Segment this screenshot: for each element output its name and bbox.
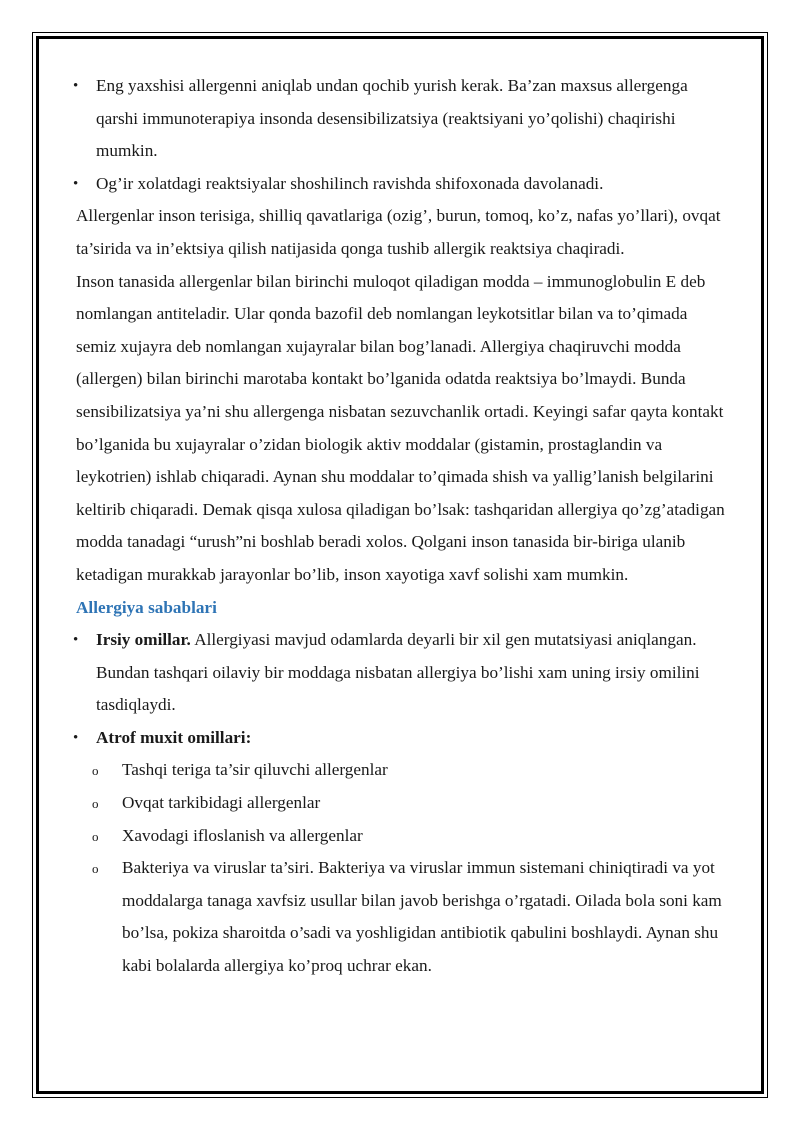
list-item: • Eng yaxshisi allergenni aniqlab undan qochib yurish kerak. Ba’zan maxsus allergenga qarshi immunoterapiya insonda desensibilizatsiya (reaktsiyani yo’qolishi) chaqirishi mumkin. — [76, 70, 726, 168]
advice-list — [76, 70, 726, 200]
list-item-environment — [76, 722, 726, 755]
sublist-item: o Xavodagi ifloslanish va allergenlar — [76, 820, 726, 853]
sublist-item: o Bakteriya va viruslar ta’siri. Bakteriya va viruslar immun sistemani chiniqtiradi va yot moddalarga tanaga xavfsiz usullar bilan javob berishga o’rgatadi. Oilada bola soni kam bo’lsa, pokiza sharoitda o’sadi va yoshligidan antibiotik qabulini boshlaydi. Aynan shu kabi bolalarda allergiya ko’proq uchrar ekan. — [76, 852, 726, 982]
sublist-item: o Ovqat tarkibidagi allergenlar — [76, 787, 726, 820]
environment-title: Atrof muxit omillari: — [96, 727, 252, 747]
section-heading: Allergiya sabablari — [76, 597, 217, 617]
genetic-title: Irsiy omillar. — [96, 630, 191, 650]
document-body — [76, 70, 726, 983]
paragraph-allergen-entry: Allergenlar inson terisiga, shilliq qavatlariga (ozig’, burun, tomoq, ko’z, nafas yo’llari), ovqat ta’sirida va in’ektsiya qilish natijasida qonga tushib allergik reaktsiya chaqiradi. — [76, 206, 721, 258]
environment-sublist — [76, 754, 726, 982]
genetic-text: Allergiyasi mavjud odamlarda deyarli bir xil gen mutatsiyasi aniqlangan. Bundan tashqari oilaviy bir moddaga nisbatan allergiya bo’lishi xam uning irsiy omilini tasdiqlaydi. — [96, 630, 700, 715]
sublist-item: o Tashqi teriga ta’sir qiluvchi allergenlar — [76, 754, 726, 787]
list-item-genetic — [76, 624, 726, 722]
paragraph-immune-mechanism: Inson tanasida allergenlar bilan birinchi muloqot qiladigan modda – immunoglobulin E deb nomlangan antiteladir. Ular qonda bazofil deb nomlangan leykotsitlar bilan va to’qimada semiz xujayra deb nomlangan xujayralar bilan bog’lanadi. Allergiya chaqiruvchi modda (allergen) bilan birinchi marotaba kontakt bo’lganida odatda reaktsiya bo’lmaydi. Bunda sensibilizatsiya ya’ni shu allergenga nisbatan sezuvchanlik ortadi. Keyingi safar qayta kontakt bo’lganida bu xujayralar o’zidan biologik aktiv moddalar (gistamin, prostaglandin va leykotrien) ishlab chiqaradi. Aynan shu moddalar to’qimada shish va yallig’lanish belgilarini keltirib chiqaradi. Demak qisqa xulosa qiladigan bo’lsak: tashqaridan allergiya qo’zg’atadigan modda tanadagi “urush”ni boshlab beradi xolos. Qolgani inson tanasida bir-biriga ulanib ketadigan murakkab jarayonlar bo’lib, inson xayotiga xavf solishi xam mumkin. — [76, 271, 725, 584]
list-item: • Og’ir xolatdagi reaktsiyalar shoshilinch ravishda shifoxonada davolanadi. — [76, 168, 726, 201]
causes-list — [76, 624, 726, 754]
